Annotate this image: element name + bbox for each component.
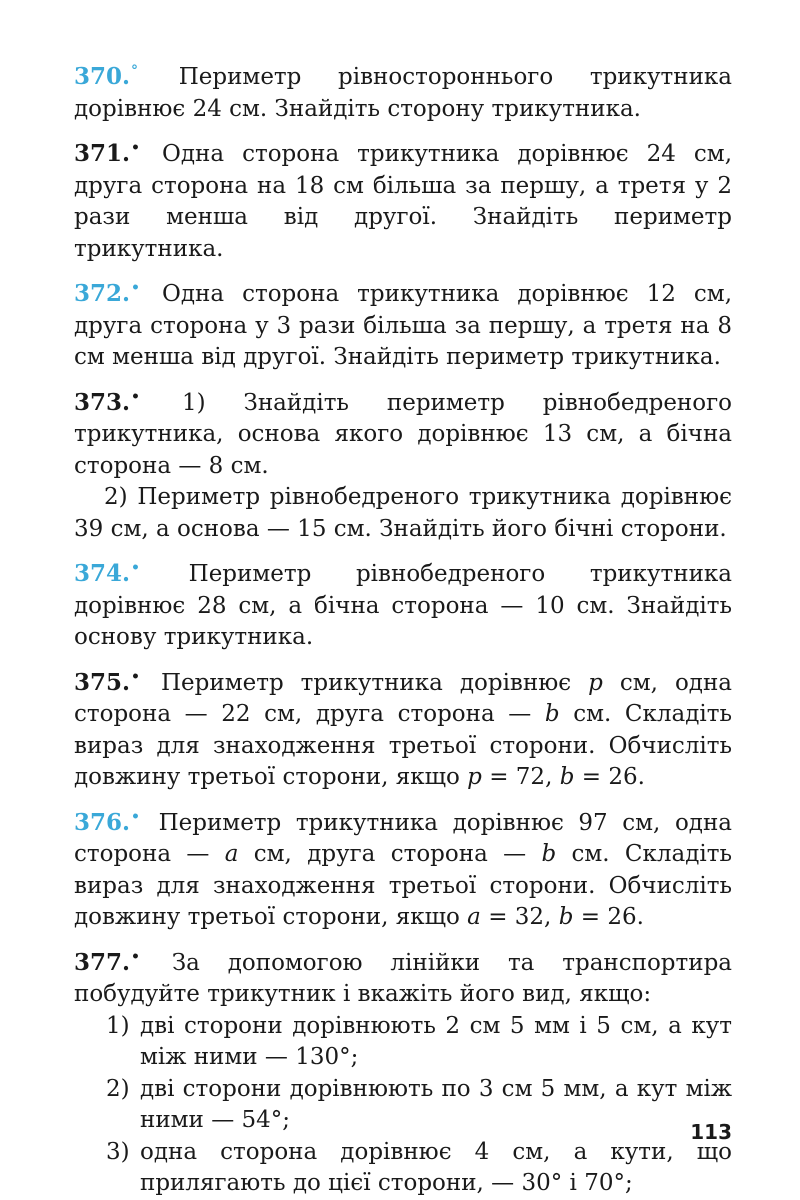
variable: b — [544, 701, 560, 727]
problem-part-2: 2) Периметр рівнобедреного трикутника дорівнює 39 см, а основа — 15 см. Знайдіть його бічні сторони. — [74, 484, 732, 542]
problem-text: Периметр рівнобедреного трикутника дорівнює 28 см, а бічна сторона — 10 см. Знайдіть основу трикутника. — [74, 561, 732, 650]
difficulty-mark: • — [131, 388, 140, 405]
problem-text: Периметр трикутника дорівнює 97 см, одна сторона — a см, друга сторона — b см. Складіть вираз для знаходження третьої сторони. Обчисліть довжину третьої сторони, якщо a = 32, b = 26. — [74, 809, 732, 930]
problem-number: 373. — [74, 388, 131, 416]
problem-text: Одна сторона трикутника дорівнює 24 см, друга сторона на 18 см більша за першу, а третя у 2 рази менша від другої. Знайдіть периметр трикутника. — [74, 141, 732, 262]
variable: a — [224, 841, 239, 867]
difficulty-mark: • — [131, 280, 140, 296]
problem-374 — [74, 553, 732, 654]
difficulty-mark: • — [131, 948, 140, 965]
problem-number: 377. — [74, 948, 131, 976]
difficulty-mark: • — [131, 560, 140, 576]
variable: b — [558, 904, 574, 930]
list-item: 1) дві сторони дорівнюють 2 см 5 мм і 5 см, а кут між ними — 130°; — [106, 1012, 732, 1070]
difficulty-mark: • — [131, 140, 140, 156]
problem-371 — [74, 133, 732, 265]
problem-number: 372. — [74, 280, 131, 307]
variable: a — [467, 904, 481, 930]
problem-377 — [74, 942, 732, 1200]
problem-number: 376. — [74, 808, 131, 836]
variable: p — [588, 669, 603, 696]
page-number: 113 — [690, 1120, 732, 1144]
problem-intro: За допомогою лінійки та транспортира побудуйте трикутник і вкажіть його вид, якщо: — [74, 949, 733, 1007]
problem-text: Периметр рівностороннього трикутника дорівнює 24 см. Знайдіть сторону трикутника. — [74, 64, 733, 122]
problem-375 — [74, 662, 732, 794]
problem-372 — [74, 273, 732, 374]
problem-text: Одна сторона трикутника дорівнює 12 см, друга сторона у 3 рази більша за першу, а третя на 8 см менша від другої. Знайдіть периметр трикутника. — [74, 281, 732, 370]
problem-373 — [74, 382, 732, 546]
list-item: 2) дві сторони дорівнюють по 3 см 5 мм, а кут між ними — 54°; — [106, 1075, 732, 1133]
problem-number: 371. — [74, 140, 131, 167]
variable: p — [467, 764, 482, 790]
problem-part-1: 1) Знайдіть периметр рівнобедреного трикутника, основа якого дорівнює 13 см, а бічна сторона — 8 см. — [74, 389, 733, 479]
problem-376 — [74, 802, 732, 934]
difficulty-mark: • — [131, 668, 140, 685]
variable: b — [541, 841, 557, 867]
problem-text: Периметр трикутника дорівнює p см, одна сторона — 22 см, друга сторона — b см. Складіть вираз для знаходження третьої сторони. Обчисліть довжину третьої сторони, якщо p = 72, b = 26. — [74, 669, 733, 790]
problem-number: 374. — [74, 560, 131, 587]
problem-number: 370. — [74, 63, 131, 90]
variable: b — [559, 764, 575, 790]
problem-370 — [74, 56, 732, 125]
difficulty-mark: • — [131, 808, 140, 825]
problem-number: 375. — [74, 668, 131, 696]
difficulty-mark: ° — [131, 63, 139, 79]
list-item: 3) одна сторона дорівнює 4 см, а кути, що прилягають до цієї сторони, — 30° і 70°; — [106, 1138, 732, 1196]
